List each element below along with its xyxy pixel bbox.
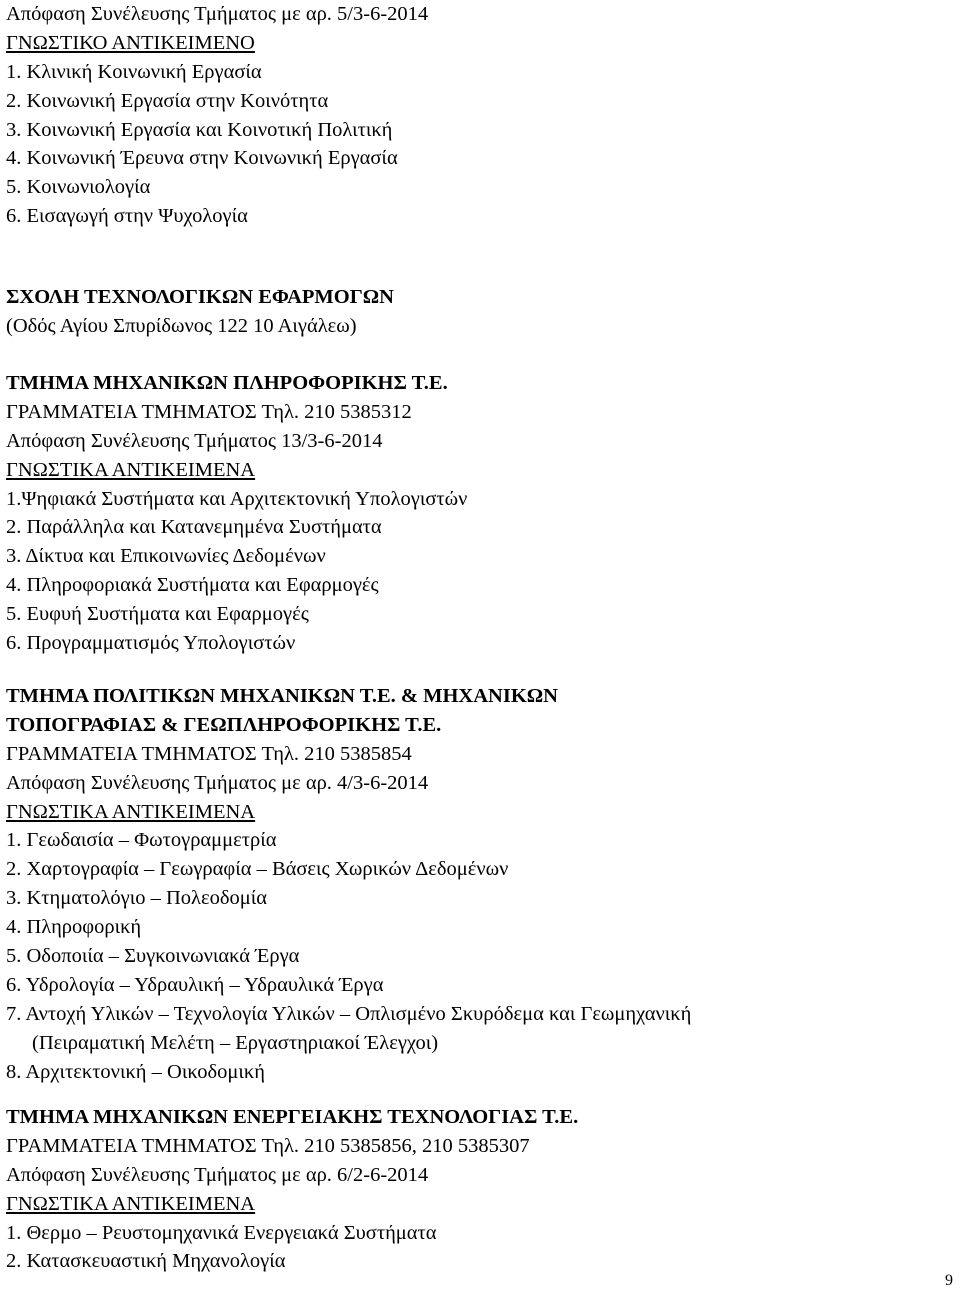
section-energy-technology: [6, 1103, 946, 1276]
department-name: ΤΜΗΜΑ ΜΗΧΑΝΙΚΩΝ ΠΛΗΡΟΦΟΡΙΚΗΣ Τ.Ε.: [6, 372, 448, 394]
subjects-heading: ΓΝΩΣΤΙΚΑ ΑΝΤΙΚΕΙΜΕΝΑ: [6, 800, 256, 823]
decision-line: Απόφαση Συνέλευσης Τμήματος 13/3-6-2014: [6, 429, 383, 452]
subject-item: 6. Υδρολογία – Υδραυλική – Υδραυλικά Έργα: [6, 973, 384, 996]
subject-item: 8. Αρχιτεκτονική – Οικοδομική: [6, 1060, 265, 1083]
subject-item: 1. Κλινική Κοινωνική Εργασία: [6, 60, 262, 83]
decision-line: Απόφαση Συνέλευσης Τμήματος με αρ. 4/3-6-2014: [6, 771, 429, 794]
section-social-work: [6, 0, 946, 231]
subject-item: 7. Αντοχή Υλικών – Τεχνολογία Υλικών – Οπλισμένο Σκυρόδεμα και Γεωμηχανική: [6, 1002, 692, 1025]
subject-item: 5. Οδοποιία – Συγκοινωνιακά Έργα: [6, 945, 300, 968]
decision-line: Απόφαση Συνέλευσης Τμήματος με αρ. 6/2-6-2014: [6, 1163, 429, 1186]
department-name: ΤΜΗΜΑ ΜΗΧΑΝΙΚΩΝ ΕΝΕΡΓΕΙΑΚΗΣ ΤΕΧΝΟΛΟΓΙΑΣ Τ.Ε.: [6, 1106, 579, 1128]
subject-item: 1. Θερμο – Ρευστομηχανικά Ενεργειακά Συστήματα: [6, 1221, 437, 1244]
subject-item: 1.Ψηφιακά Συστήματα και Αρχιτεκτονική Υπολογιστών: [6, 487, 468, 510]
department-name: ΤΜΗΜΑ ΠΟΛΙΤΙΚΩΝ ΜΗΧΑΝΙΚΩΝ Τ.Ε. & ΜΗΧΑΝΙΚΩΝ: [6, 685, 558, 707]
subjects-heading: ΓΝΩΣΤΙΚΑ ΑΝΤΙΚΕΙΜΕΝΑ: [6, 1192, 256, 1215]
subject-item: 2. Κοινωνική Εργασία στην Κοινότητα: [6, 89, 329, 112]
secretariat-line: ΓΡΑΜΜΑΤΕΙΑ ΤΜΗΜΑΤΟΣ Τηλ. 210 5385856, 210 5385307: [6, 1134, 530, 1157]
school-address: (Οδός Αγίου Σπυρίδωνος 122 10 Αιγάλεω): [6, 314, 357, 337]
decision-line: Απόφαση Συνέλευσης Τμήματος με αρ. 5/3-6-2014: [6, 3, 429, 25]
subjects-heading: ΓΝΩΣΤΙΚΑ ΑΝΤΙΚΕΙΜΕΝΑ: [6, 458, 256, 481]
subject-item: 4. Κοινωνική Έρευνα στην Κοινωνική Εργασία: [6, 147, 398, 170]
subject-item: 2. Χαρτογραφία – Γεωγραφία – Βάσεις Χωρικών Δεδομένων: [6, 858, 509, 881]
subjects-heading: ΓΝΩΣΤΙΚΟ ΑΝΤΙΚΕΙΜΕΝΟ: [6, 31, 255, 54]
subject-item: 2. Παράλληλα και Κατανεμημένα Συστήματα: [6, 516, 382, 539]
subject-item: 6. Εισαγωγή στην Ψυχολογία: [6, 205, 248, 228]
subject-item: 3. Δίκτυα και Επικοινωνίες Δεδομένων: [6, 545, 326, 568]
subject-item: 5. Ευφυή Συστήματα και Εφαρμογές: [6, 603, 309, 626]
secretariat-line: ΓΡΑΜΜΑΤΕΙΑ ΤΜΗΜΑΤΟΣ Τηλ. 210 5385312: [6, 400, 412, 423]
subject-item: 6. Προγραμματισμός Υπολογιστών: [6, 632, 296, 655]
subject-item: 1. Γεωδαισία – Φωτογραμμετρία: [6, 829, 277, 852]
subject-item: 3. Κτηματολόγιο – Πολεοδομία: [6, 887, 268, 910]
subject-item: 2. Κατασκευαστική Μηχανολογία: [6, 1250, 286, 1273]
subject-item: 5. Κοινωνιολογία: [6, 176, 151, 199]
subject-item: 4. Πληροφορική: [6, 916, 142, 939]
subject-item: 3. Κοινωνική Εργασία και Κοινοτική Πολιτική: [6, 118, 393, 141]
subject-item-continuation: (Πειραματική Μελέτη – Εργαστηριακοί Έλεγχοι): [32, 1031, 439, 1054]
section-civil-engineering: [6, 682, 946, 1086]
department-name-continued: ΤΟΠΟΓΡΑΦΙΑΣ & ΓΕΩΠΛΗΡΟΦΟΡΙΚΗΣ Τ.Ε.: [6, 713, 442, 736]
school-name: ΣΧΟΛΗ ΤΕΧΝΟΛΟΓΙΚΩΝ ΕΦΑΡΜΟΓΩΝ: [6, 286, 394, 308]
section-informatics: [6, 369, 946, 658]
school-block: [6, 283, 946, 341]
secretariat-line: ΓΡΑΜΜΑΤΕΙΑ ΤΜΗΜΑΤΟΣ Τηλ. 210 5385854: [6, 742, 412, 765]
subject-item: 4. Πληροφοριακά Συστήματα και Εφαρμογές: [6, 574, 379, 597]
page-number: 9: [945, 1272, 953, 1289]
